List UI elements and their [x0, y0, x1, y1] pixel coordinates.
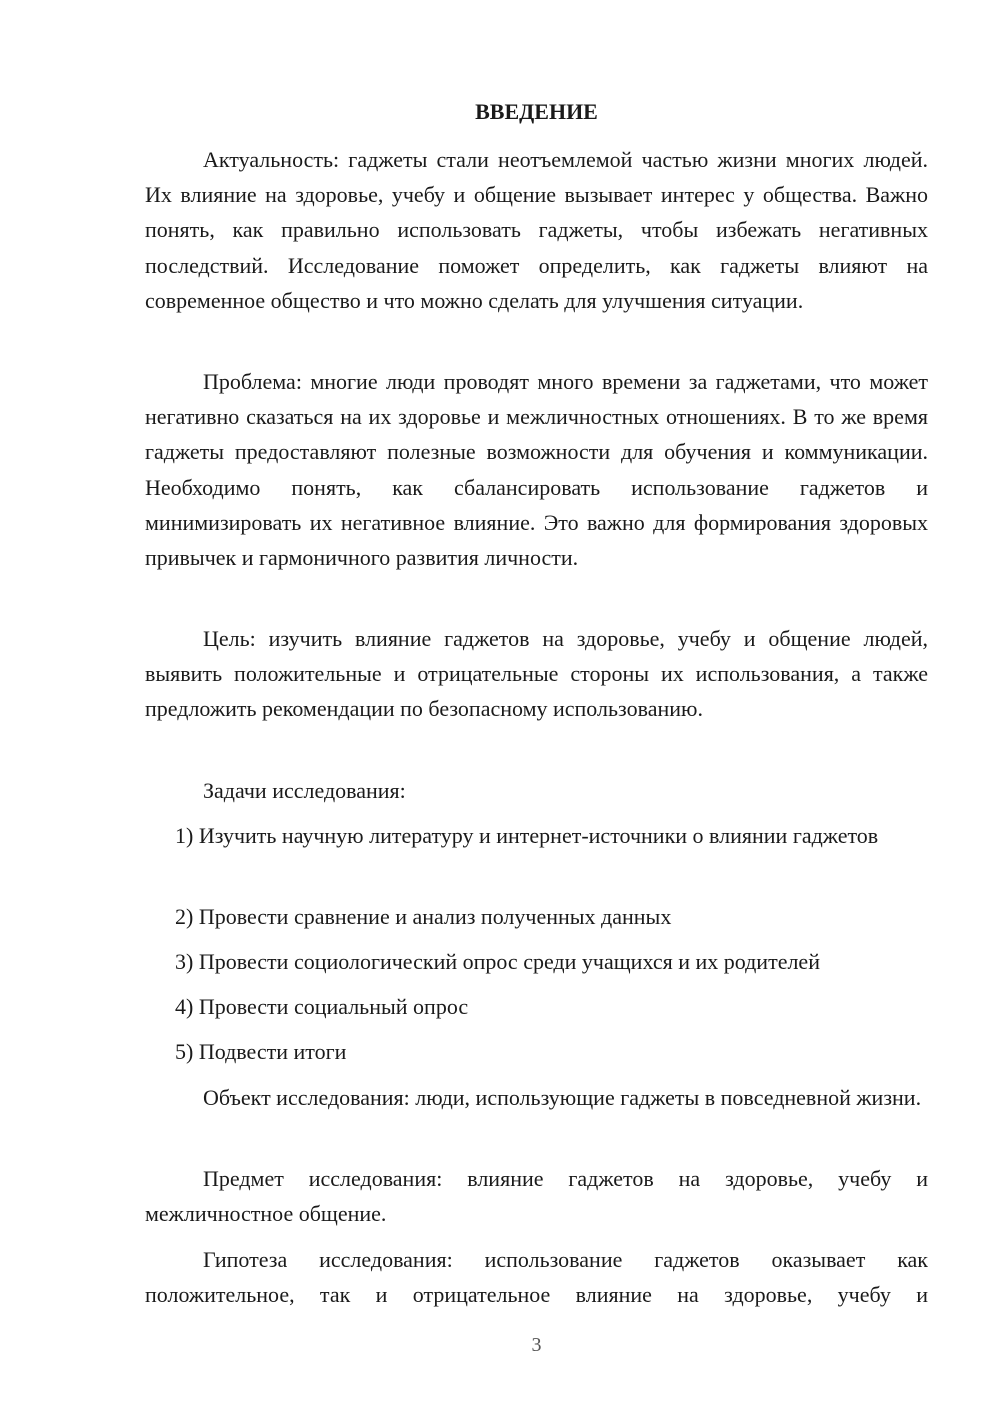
page-number: 3 [531, 1334, 542, 1356]
document-page [145, 0, 928, 1414]
page-title: ВВЕДЕНИЕ [475, 99, 598, 124]
task-item-3: 3) Провести социологический опрос среди учащихся и их родителей [175, 949, 820, 974]
relevance-paragraph: Актуальность: гаджеты стали неотъемлемой частью жизни многих людей. Их влияние на здоровье, учебу и общение вызывает интерес у общества. Важно понять, как правильно использовать гаджеты, чтобы избежать негативных последствий. Исследование поможет определить, как гаджеты влияют на современное общество и что можно сделать для улучшения ситуации. [145, 147, 928, 313]
task-item-1: 1) Изучить научную литературу и интернет-источники о влиянии гаджетов [175, 823, 879, 848]
goal-paragraph: Цель: изучить влияние гаджетов на здоровье, учебу и общение людей, выявить положительные и отрицательные стороны их использования, а также предложить рекомендации по безопасному использованию. [145, 626, 928, 722]
task-item-5: 5) Подвести итоги [175, 1039, 347, 1064]
tasks-heading: Задачи исследования: [203, 778, 406, 803]
task-item-4: 4) Провести социальный опрос [175, 994, 469, 1019]
hypothesis-paragraph: Гипотеза исследования: использование гаджетов оказывает как положительное, так и отрицательное влияние на здоровье, учебу и [145, 1247, 928, 1308]
problem-paragraph: Проблема: многие люди проводят много времени за гаджетами, что может негативно сказаться на их здоровье и межличностных отношениях. В то же время гаджеты предоставляют полезные возможности для обучения и коммуникации. Необходимо понять, как сбалансировать использование гаджетов и минимизировать их негативное влияние. Это важно для формирования здоровых привычек и гармоничного развития личности. [145, 369, 928, 571]
task-item-2: 2) Провести сравнение и анализ полученных данных [175, 904, 672, 929]
object-paragraph: Объект исследования: люди, использующие гаджеты в повседневной жизни. [203, 1085, 922, 1110]
subject-paragraph: Предмет исследования: влияние гаджетов на здоровье, учебу и межличностное общение. [145, 1166, 928, 1227]
